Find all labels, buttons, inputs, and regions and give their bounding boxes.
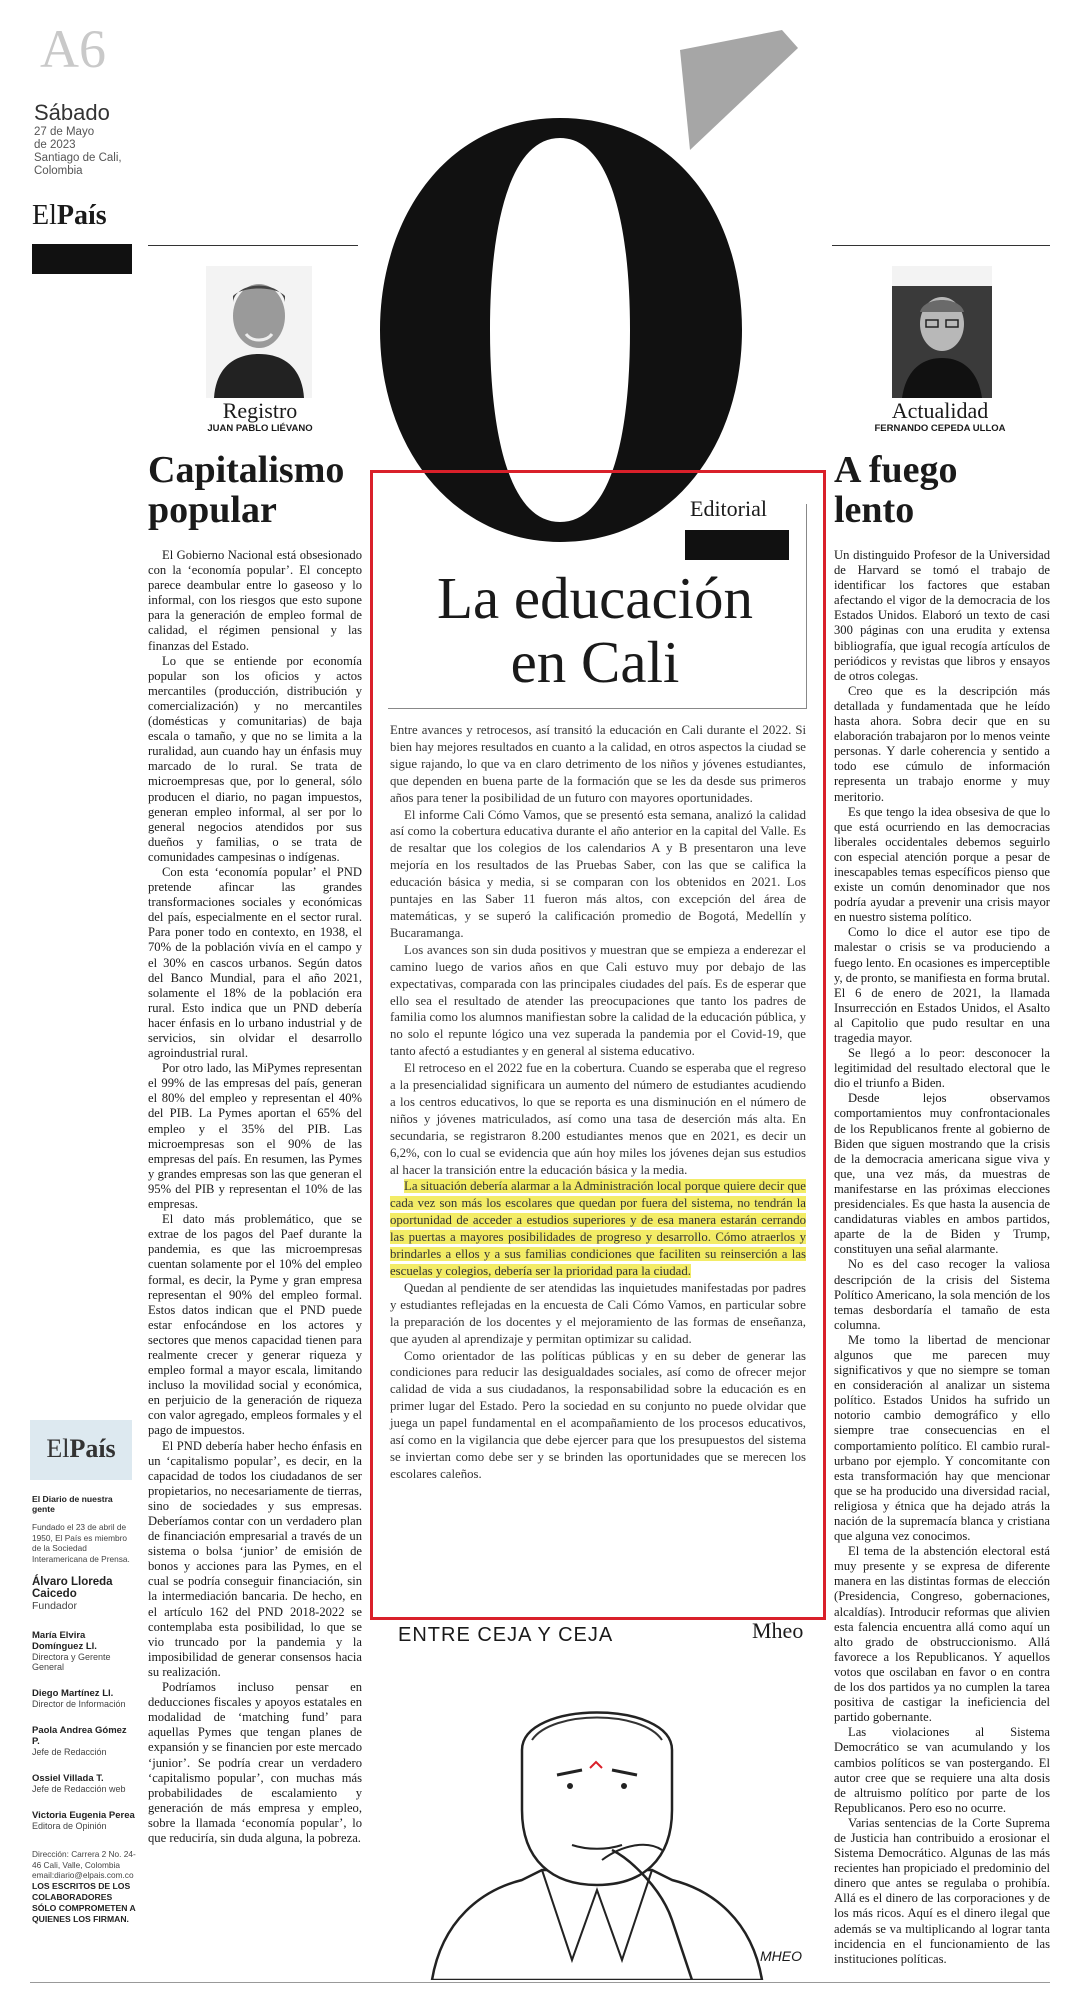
founder-role: Fundador — [32, 1600, 77, 1612]
editorial-title-line-1: La educación — [436, 565, 754, 631]
section-name-actualidad: Actualidad — [891, 398, 989, 423]
founder-name: Álvaro Lloreda Caicedo — [32, 1576, 113, 1600]
paragraph: El PND debería haber hecho énfasis en un ‘capitalismo popular’, es decir, en la capacidad de todos los ciudadanos de ser propietarios, no necesariamente de tierras, sino de sociedades y sus empresas. Deberíamos contar con un verdadero plan de financiación empresarial a través de un sistema o bolsa ‘junior’ de emisión de bonos y acciones para las Pymes, en el cual se podría conseguir financiación, sin la intermediación bancaria. De hecho, en el artículo 162 del PND 2018-2022 se contemplaba esta posibilidad, lo que se vio truncado por la pandemia y la imposibilidad de generar consensos hacia su realización. — [148, 1438, 362, 1679]
paragraph: Por otro lado, las MiPymes representan el 99% de las empresas del país, generan el 80% del empleo y representan el 40% del PIB. La Pymes aportan el 65% del empleo y el 35% del PIB. Las microempresas son el 90% de las empresas del país. En resumen, las Pymes y grandes empresas son las que generan el 95% del PIB y representan el 10% de las empresas. — [148, 1061, 362, 1212]
masthead-logo — [30, 1434, 132, 1464]
staff-role: Directora y Gerente General — [32, 1652, 111, 1672]
masthead-address: Dirección: Carrera 2 No. 24-46 Cali, Valle, Colombia — [32, 1849, 136, 1870]
editorial-title-line-2: en Cali — [510, 629, 680, 695]
dateline-date-1: 27 de Mayo — [34, 126, 95, 138]
article-body-right — [834, 548, 1050, 1967]
editorial-title — [380, 566, 810, 694]
masthead-heading: El Diario de nuestra gente — [32, 1494, 113, 1514]
staff-name: Paola Andrea Gómez P. — [32, 1725, 127, 1747]
editorial-paragraph: El informe Cali Cómo Vamos, que se presentó esta semana, analizó la calidad así como la cobertura educativa durante el año anterior en la capital del Valle. Es de resaltar que los colegios de los calendarios A y B presentaron una leve mejoría en los resultados de las Pruebas Saber, con las que se califica la educación básica y media, si se comparan con los obtenidos en 2021. Los puntajes en las Saber 11 fueron más altos, con excepción del área de matemáticas, y se superó la calificación promedio de Bogotá, Medellín y Bucaramanga. — [390, 807, 806, 940]
columnist-photo-left — [206, 266, 312, 398]
staff-name: María Elvira Domínguez Ll. — [32, 1630, 97, 1652]
cartoon-signature: MHEO — [760, 1948, 802, 1964]
article-title-right — [834, 450, 1054, 530]
paragraph: Varias sentencias de la Corte Suprema de Justicia han contribuido a erosionar el Sistema Democrático. Algunas de las más recientes han propiciado el predominio del dinero que antes se regulaba o prohibía. Allá es el dinero de las corporaciones y de los más ricos. Aquí es el dinero ilegal que además se va multiplicando al lograr tanta incidencia en el funcionamiento de las instituciones políticas. — [834, 1815, 1050, 1966]
editorial-highlighted-paragraph — [390, 1178, 806, 1279]
title-left-line-1: Capitalismo — [148, 449, 345, 491]
article-title-left — [148, 450, 368, 530]
editorial-paragraph: Como orientador de las políticas públicas y en su deber de generar las condiciones para reducir las desigualdades sociales, así como de ofrecer mejor calidad de vida a sus ciudadanos, la responsabilidad sobre la educación es en primer lugar del Estado. Pero la sociedad en su conjunto no puede olvidar que juega un papel fundamental en el acompañamiento de los procesos educativos, así como en la vigilancia que debe ejercer para que los presupuestos del sistema se inviertan como debe ser y se brinden las oportunidades que se merecen los escolares caleños. — [390, 1348, 806, 1481]
paragraph: Como lo dice el autor ese tipo de malestar o crisis se va produciendo a fuego lento. En ocasiones es imperceptible y, de pronto, se manifiesta en forma brutal. El 6 de enero de 2021, la llamada Insurrección en Estados Unidos, el Asalto al Capitolio que pudo resultar en una tragedia mayor. — [834, 925, 1051, 1045]
dateline-country: Colombia — [34, 165, 83, 177]
masthead-founded: Fundado el 23 de abril de 1950, El País es miembro de la Sociedad Interamericana de Prensa. — [32, 1522, 130, 1564]
masthead-logo-pais: País — [69, 1434, 116, 1463]
staff-role: Jefe de Redacción web — [32, 1784, 126, 1794]
highlight: La situación debería alarmar a la Administración local porque quiere decir que cada vez son más los escolares que quedan por fuera del sistema, no tendrán la oportunidad de acceder a estudios superiores y de esa manera estarán cerrando las puertas a mayores posibilidades de progreso y desarrollo. Cómo atraerlos y brindarles a ellos y a sus familias condiciones que faciliten su reinserción a las escuelas y colegios, debería ser la prioridad para la ciudad. — [390, 1179, 806, 1278]
editorial-paragraph: Quedan al pendiente de ser atendidas las inquietudes manifestadas por padres y estudiantes reflejadas en la encuesta de Cali Cómo Vamos, en particular sobre la preparación de los docentes y el mejoramiento de las formas de enseñanza, que ayuden al aprendizaje y permitan optimizar su calidad. — [390, 1280, 806, 1346]
paragraph: Creo que es la descripción más detallada y fundamentada que he leído hasta ahora. Sobra decir que en su elaboración trabajaron por lo menos veinte personas. Y darle coherencia y sentido a todo ese cúmulo de información representa un trabajo enorme y muy meritorio. — [834, 683, 1050, 804]
paragraph: Lo que se entiende por economía popular son los oficios y actos mercantiles (producción, distribución y comercialización) y no mercantiles (domésticas y comunitarias) de baja escala o tamaño, y que no se limita a la ruralidad, aun cuando hay un énfasis muy marcado de lo rural. Se trata de microempresas que, por lo general, sólo producen el diario, no pagan impuestos, generan empleo informal, al ser por lo general negocios atendidos por sus dueños y familias, o se trata de comunidades campesinas o indígenas. — [148, 653, 362, 864]
masthead-logo-el: El — [46, 1434, 70, 1463]
title-left-line-2: popular — [148, 489, 277, 531]
article-body-left — [148, 548, 362, 1846]
paragraph: Podríamos incluso pensar en deducciones fiscales y apoyos estatales en modalidad de ‘matching fund’ para aquellas Pymes que tengan planes de expansión y se financien por este mercado ‘junior’. Se podría crear un verdadero ‘capitalismo popular’, con muchas más probabilidades de escalamiento y generación de más empresa y empleo, sobre la llamada ‘economía popular’, lo que reduciría, sin duda alguna, la pobreza. — [148, 1680, 362, 1845]
staff-entry — [32, 1630, 136, 1672]
masthead-staff — [32, 1494, 136, 1925]
cartoon-caption: ENTRE CEJA Y CEJA — [398, 1624, 614, 1646]
staff-entry — [32, 1688, 136, 1709]
author-left: JUAN PABLO LIÉVANO — [207, 423, 313, 434]
title-right-line-2: lento — [834, 489, 915, 531]
dateline — [34, 100, 122, 178]
columnist-photo-right — [892, 266, 992, 398]
author-right: FERNANDO CEPEDA ULLOA — [874, 423, 1006, 434]
staff-role: Editora de Opinión — [32, 1821, 107, 1831]
editorial-paragraph: Entre avances y retrocesos, así transitó la educación en Cali durante el 2022. Si bien hay mejores resultados en cuanto a la calidad, en otros aspectos la ciudad se sigue rajando, lo que va en claro detrimento de los niños y jóvenes estudiantes, que dependen en buena parte de la formación que se les da desde sus primeros años para tener la posibilidad de un futuro con mayores oportunidades. — [390, 723, 806, 805]
staff-entry — [32, 1725, 136, 1757]
editorial-paragraph: El retroceso en el 2022 fue en la cobertura. Cuando se esperaba que el regreso a la presencialidad significara un aumento del número de estudiantes acudiendo a los centros educativos, lo que se reporta es una disminución en el número de niños y jóvenes matriculados, así como una tasa de deserción más alta. En secundaria, se registraron 8.200 estudiantes menos que en 2021, es decir un 6,2%, con lo cual se evidencia que aún hoy miles los jóvenes dejan sus estudios al hacer la transición entre la educación básica y la media. — [390, 1061, 806, 1177]
paragraph: El Gobierno Nacional está obsesionado con la ‘economía popular’. El concepto parece deambular entre lo gaseoso y lo informal, con los riesgos que esto supone para la generación de empleo formal de calidad, el régimen pensional y las finanzas del Estado. — [148, 548, 362, 653]
page-number: A6 — [40, 19, 106, 79]
paragraph: Se llegó a lo peor: desconocer la legitimidad del resultado electoral que le dio el triunfo a Biden. — [834, 1046, 1050, 1091]
paragraph: Con esta ‘economía popular’ el PND pretende afincar las grandes transformaciones sociales y económicas del país, especialmente en el sector rural. Para poner todo en contexto, en 1938, el 70% de la población vivía en el campo y el 30% en cascos urbanos. Según datos del Banco Mundial, para el año 2021, solamente el 18% de la población era rural. Esto indica que un PND debería hacer énfasis en lo urbano industrial y de servicios, sin olvidar el desarrollo agroindustrial rural. — [148, 864, 362, 1061]
paragraph: El tema de la abstención electoral está muy presente y se expresa de diferente manera en las distintas formas de elección (Presidencia, Congreso, gobernaciones, alcaldías). Introducir reformas que alivien esta falencia encuentra allá como aquí un alto grado de obstruccionismo. Allá favorece a los Republicanos. Y aquellos votos que oscilaban en favor o en contra de los dos partidos ya no cumplen la tarea positiva de castigar la ineficiencia del partido gobernante. — [834, 1544, 1050, 1725]
section-name-registro: Registro — [222, 398, 298, 423]
paragraph: Las violaciones al Sistema Democrático se van acumulando y los cambios políticos se van postergando. El autor cree que se requiere una alta dosis de altruismo político por parte de los Republicanos. Pero eso no ocurre. — [834, 1725, 1050, 1815]
staff-role: Director de Información — [32, 1699, 126, 1709]
newspaper-logo — [32, 200, 107, 232]
dateline-day: Sábado — [34, 100, 110, 125]
logo-pais: País — [56, 200, 107, 231]
staff-role: Jefe de Redacción — [32, 1747, 107, 1757]
paragraph: Me tomo la libertad de mencionar algunos que me parecen muy significativos y que no siempre se toman en consideración al analizar un sistema político. Estados Unidos ha sufrido un notorio cambio demográfico y ello siempre trae consecuencias en el comportamiento político. El cambio rural-urbano por ejemplo. Y concomitante con esta transformación hay que mencionar que se ha producido una diversidad racial, religiosa y étnica que ha dejado atrás la nación de la supremacía blanca y cristiana que alguna vez conocimos. — [834, 1332, 1050, 1544]
top-rule-right — [832, 245, 1050, 246]
staff-name: Victoria Eugenia Perea — [32, 1810, 135, 1821]
dateline-city: Santiago de Cali, — [34, 152, 122, 164]
paragraph: Desde lejos observamos comportamientos muy confrontacionales de los Republicanos frente al gobierno de Biden que siguen mostrando que la crisis de la democracia americana sigue viva y que, una vez más, da muestras de manifestarse en las próximas elecciones presidenciales. Es que hasta la ausencia de candidaturas viables en ambos partidos, aparte de la de Biden y Trump, constituyen una señal alarmante. — [834, 1091, 1050, 1257]
editorial-paragraph: Los avances son sin duda positivos y muestran que se empieza a enderezar el camino luego de varios años en que Cali estuvo muy por debajo de las expectativas, comparada con las principales ciudades del país. Es de esperar que ello sea el resultado de atender las preocupaciones que tanto los padres de familia como los alumnos manifiestan sobre la calidad de la educación pública, y no solo el repunte lógico una vez superada la pandemia por el Covid-19, que tanto afectó a estudiantes y en general al sistema educativo. — [390, 942, 806, 1059]
dateline-date-2: de 2023 — [34, 139, 76, 151]
paragraph: No es del caso recoger la valiosa descripción de la crisis del Sistema Político Americano, la sola mención de los temas desbordaría el tamaño de esta columna. — [834, 1257, 1050, 1332]
top-rule-left — [148, 245, 358, 246]
paragraph: Un distinguido Profesor de la Universidad de Harvard se tomó el trabajo de identificar los factores que estaban afectando el vigor de la democracia de los Estados Unidos. Elaboró un texto de casi 300 páginas con una erudita y extensa bibliografía, que igual recogía artículos de periódicos y revistas que libros y ensayos de otros colegas. — [834, 548, 1050, 683]
editorial-label: Editorial — [690, 496, 767, 521]
logo-el: El — [32, 200, 57, 231]
masthead-logo-box — [30, 1420, 132, 1480]
paragraph: Es que tengo la idea obsesiva de que lo que está ocurriendo en las democracias liberales occidentales debemos seguirlo con especial atención porque a pesar de inescapables temas específicos pienso que existe un común denominador que nos podría ayudar a prevenir una crisis mayor en nuestro sistema político. — [834, 804, 1050, 925]
staff-entry — [32, 1773, 136, 1794]
cartoon-artist: Mheo — [752, 1618, 804, 1643]
bottom-rule — [30, 1982, 1050, 1983]
staff-entry — [32, 1810, 136, 1831]
title-right-line-1: A fuego — [834, 449, 958, 491]
logo-bar — [32, 244, 132, 274]
cartoon-illustration — [372, 1660, 822, 1980]
staff-name: Diego Martínez Ll. — [32, 1688, 114, 1699]
editorial-body — [390, 722, 806, 1483]
paragraph: El dato más problemático, que se extrae de los pagos del Paef durante la pandemia, es que las microempresas cuentan solamente por el 10% del empleo formal, es decir, la Pyme y gran empresa representan el 90% del empleo formal. Estos datos indican que el PND puede estar enfocándose en los actores y sectores que menos capacidad tienen para realmente crecer y generar riqueza y empleo formal a mayor escala, limitando incluso la movilidad social y económica, en perjuicio de la generación de riqueza con valor agregado, empleos formales y el pago de impuestos. — [148, 1212, 362, 1438]
masthead-email[interactable]: email:diario@elpais.com.co — [32, 1870, 134, 1880]
staff-name: Ossiel Villada T. — [32, 1773, 104, 1784]
masthead-disclaimer: LOS ESCRITOS DE LOS COLABORADORES SÓLO COMPROMETEN A QUIENES LOS FIRMAN. — [32, 1880, 136, 1924]
